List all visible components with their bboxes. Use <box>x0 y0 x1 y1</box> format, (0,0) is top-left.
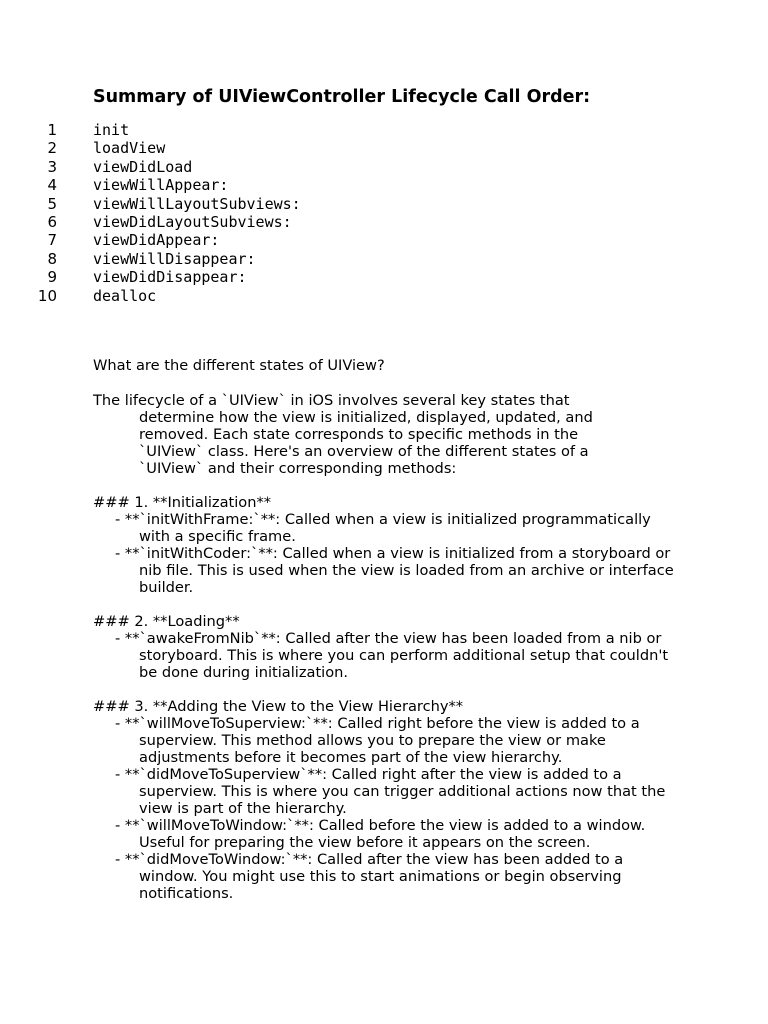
list-item <box>0 176 768 194</box>
intro-paragraph: The lifecycle of a `UIView` in iOS involves several key states that determine how the view is initialized, displayed, updated, and removed. Each state corresponds to specific methods in the `UIView` class. Here's an overview of the different states of a `UIView` and their corresponding methods: <box>93 392 593 477</box>
section-heading: ### 1. **Initialization** <box>93 494 272 511</box>
method-name: loadView <box>93 139 166 158</box>
line-number: 4 <box>47 176 57 195</box>
section-heading: ### 3. **Adding the View to the View Hierarchy** <box>93 698 464 715</box>
list-item <box>0 158 768 176</box>
list-item <box>0 231 768 249</box>
list-item <box>0 121 768 139</box>
question-heading: What are the different states of UIView? <box>93 357 385 374</box>
line-number: 1 <box>47 121 57 139</box>
section-view-hierarchy <box>93 698 683 902</box>
line-number: 2 <box>47 139 57 158</box>
bullet-item: - **`awakeFromNib`**: Called after the view has been loaded from a nib or storyboard. This is where you can perform additional setup that couldn't be done during initialization. <box>115 630 669 681</box>
method-name: viewWillAppear: <box>93 176 229 195</box>
page-title: Summary of UIViewController Lifecycle Call Order: <box>93 87 591 107</box>
line-number: 3 <box>47 157 57 176</box>
bullet-item: - **`willMoveToSuperview:`**: Called right before the view is added to a superview. This method allows you to prepare the view or make adjustments before it becomes part of the view hierarchy. <box>115 715 640 766</box>
intro-paragraph-container <box>93 392 633 477</box>
lifecycle-method-list <box>0 121 768 305</box>
list-item <box>0 139 768 157</box>
list-item <box>0 268 768 286</box>
list-item <box>0 287 768 305</box>
line-number: 5 <box>47 194 57 213</box>
method-name: viewDidLoad <box>93 157 193 176</box>
method-name: viewDidAppear: <box>93 231 220 250</box>
list-item <box>0 250 768 268</box>
line-number: 8 <box>47 249 57 268</box>
bullet-item: - **`willMoveToWindow:`**: Called before the view is added to a window. Useful for preparing the view before it appears on the screen. <box>115 817 646 851</box>
line-number: 7 <box>47 231 57 250</box>
section-heading: ### 2. **Loading** <box>93 613 240 630</box>
list-item <box>0 213 768 231</box>
method-name: viewDidDisappear: <box>93 268 247 287</box>
bullet-item: - **`initWithCoder:`**: Called when a view is initialized from a storyboard or nib file. This is used when the view is loaded from an archive or interface builder. <box>115 545 674 596</box>
method-name: dealloc <box>93 286 157 305</box>
list-item <box>0 195 768 213</box>
method-name: viewWillLayoutSubviews: <box>93 194 301 213</box>
method-name: viewWillDisappear: <box>93 249 256 268</box>
line-number: 10 <box>37 286 57 305</box>
bullet-item: - **`initWithFrame:`**: Called when a view is initialized programmatically with a specific frame. <box>115 511 651 545</box>
section-initialization <box>93 494 683 596</box>
states-sections <box>93 494 683 919</box>
method-name: init <box>93 121 130 139</box>
line-number: 9 <box>47 268 57 287</box>
line-number: 6 <box>47 212 57 231</box>
section-loading <box>93 613 683 681</box>
bullet-item: - **`didMoveToWindow:`**: Called after the view has been added to a window. You might use this to start animations or begin observing notifications. <box>115 851 624 902</box>
bullet-item: - **`didMoveToSuperview`**: Called right after the view is added to a superview. This is where you can trigger additional actions now that the view is part of the hierarchy. <box>115 766 666 817</box>
method-name: viewDidLayoutSubviews: <box>93 212 292 231</box>
